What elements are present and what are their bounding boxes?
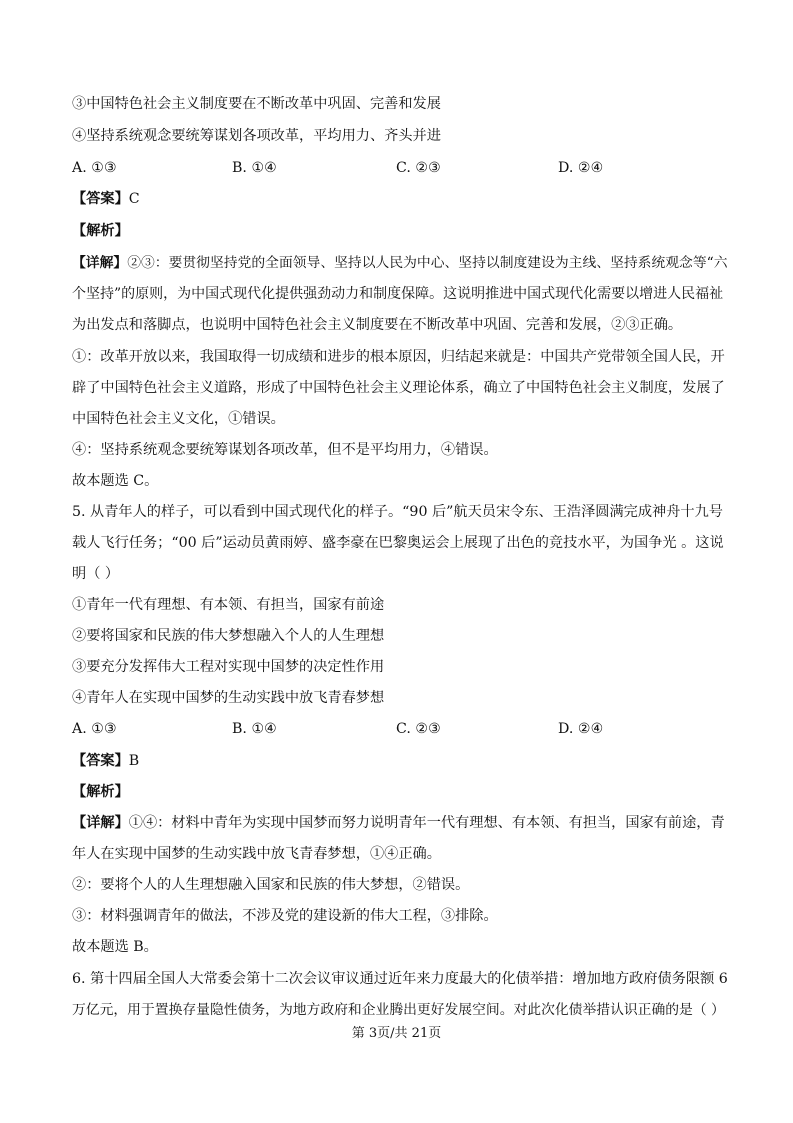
page-number-footer: 第 3页/共 21页 <box>351 1026 442 1041</box>
question-5-stem: 5. 从青年人的样子，可以看到中国式现代化的样子。“90 后”航天员宋令东、王浩泽圆满完成神舟十九号 <box>72 504 723 520</box>
answer-line <box>72 751 727 771</box>
detail-text: ①④：材料中青年为实现中国梦而努力说明青年一代有理想、有本领、有担当，国家有前途，青 <box>128 815 725 831</box>
analysis-label: 【解析】 <box>72 223 129 239</box>
statement-3: ③中国特色社会主义制度要在不断改革中巩固、完善和发展 <box>72 96 441 112</box>
answer-line <box>72 189 727 209</box>
question-6-stem: 万亿元，用于置换存量隐性债务，为地方政府和企业腾出更好发展空间。对此次化债举措认识正确的是（ ） <box>72 1002 725 1018</box>
option-a: A. ①③ <box>72 160 117 176</box>
conclusion-line: 故本题选 B。 <box>72 939 158 955</box>
detail-label: 【详解】 <box>72 255 128 271</box>
option-b: B. ①④ <box>232 721 277 737</box>
explain-line: 辟了中国特色社会主义道路，形成了中国特色社会主义理论体系，确立了中国特色社会主义制度，发展了 <box>72 380 725 396</box>
detail-line: 个坚持”的原则，为中国式现代化提供强劲动力和制度保障。这说明推进中国式现代化需要以增进人民福祉 <box>72 286 724 302</box>
detail-line: 为出发点和落脚点，也说明中国特色社会主义制度要在不断改革中巩固、完善和发展，②③正确。 <box>72 317 683 333</box>
statement-3: ③要充分发挥伟大工程对实现中国梦的决定性作用 <box>72 659 385 675</box>
detail-line <box>72 813 727 833</box>
detail-line: 年人在实现中国梦的生动实践中放飞青春梦想，①④正确。 <box>72 846 441 862</box>
option-c: C. ②③ <box>396 160 441 176</box>
option-d: D. ②④ <box>558 721 604 737</box>
answer-value: B <box>128 753 140 769</box>
conclusion-line: 故本题选 C。 <box>72 473 159 489</box>
explain-line: ②：要将个人的人生理想融入国家和民族的伟大梦想，②错误。 <box>72 877 470 893</box>
option-c: C. ②③ <box>396 721 441 737</box>
explain-line: ④：坚持系统观念要统筹谋划各项改革，但不是平均用力，④错误。 <box>72 442 498 458</box>
explain-line: 中国特色社会主义文化，①错误。 <box>72 411 285 427</box>
option-a: A. ①③ <box>72 721 117 737</box>
question-5-stem: 明（ ） <box>72 566 120 582</box>
statement-1: ①青年一代有理想、有本领、有担当，国家有前途 <box>72 597 385 613</box>
explain-line: ③：材料强调青年的做法，不涉及党的建设新的伟大工程，③排除。 <box>72 908 498 924</box>
detail-label: 【详解】 <box>72 815 129 831</box>
answer-value: C <box>128 191 140 207</box>
explain-line: ①：改革开放以来，我国取得一切成绩和进步的根本原因，归结起来就是：中国共产党带领全国人民，开 <box>72 349 725 365</box>
question-5-stem: 载人飞行任务；“00 后”运动员黄雨婷、盛李豪在巴黎奥运会上展现了出色的竞技水平，为国争光 。这说 <box>72 535 724 551</box>
question-6-stem: 6. 第十四届全国人大常委会第十二次会议审议通过近年来力度最大的化债举措：增加地方政府债务限额 6 <box>72 971 728 987</box>
detail-text: ②③：要贯彻坚持党的全面领导、坚持以人民为中心、坚持以制度建设为主线、坚持系统观念等“六 <box>127 255 728 271</box>
option-b: B. ①④ <box>232 160 277 176</box>
detail-line <box>72 253 727 273</box>
answer-label: 【答案】 <box>72 191 129 207</box>
statement-2: ②要将国家和民族的伟大梦想融入个人的人生理想 <box>72 628 385 644</box>
analysis-label: 【解析】 <box>72 784 129 800</box>
statement-4: ④青年人在实现中国梦的生动实践中放飞青春梦想 <box>72 690 385 706</box>
option-d: D. ②④ <box>558 160 604 176</box>
statement-4: ④坚持系统观念要统筹谋划各项改革，平均用力、齐头并进 <box>72 128 441 144</box>
answer-label: 【答案】 <box>72 753 129 769</box>
